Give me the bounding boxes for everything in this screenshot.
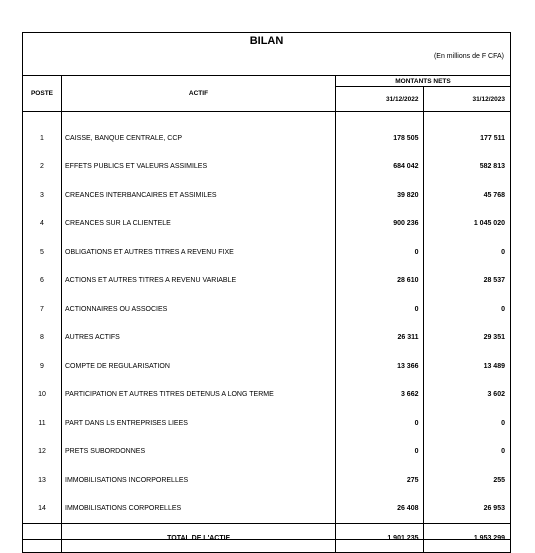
- row-value-2022: 0: [336, 409, 424, 438]
- row-actif: ACTIONNAIRES OU ASSOCIES: [62, 295, 336, 324]
- row-value-2022: 0: [336, 238, 424, 267]
- table-row: [23, 210, 511, 239]
- table-row: [23, 495, 511, 524]
- row-actif: OBLIGATIONS ET AUTRES TITRES A REVENU FIXE: [62, 238, 336, 267]
- row-value-2022: 39 820: [336, 181, 424, 210]
- row-value-2023: 13 489: [423, 352, 511, 381]
- row-actif: IMMOBILISATIONS CORPORELLES: [62, 495, 336, 524]
- table-row: [23, 181, 511, 210]
- row-value-2023: 29 351: [423, 324, 511, 353]
- row-value-2023: 0: [423, 295, 511, 324]
- row-value-2022: 26 311: [336, 324, 424, 353]
- total-label: TOTAL DE L'ACTIF: [62, 524, 336, 553]
- row-poste: 10: [23, 381, 62, 410]
- header-poste: POSTE: [23, 76, 62, 112]
- unit-note: (En millions de F CFA): [433, 53, 504, 60]
- table-row: [23, 409, 511, 438]
- row-value-2023: 177 511: [423, 112, 511, 153]
- row-value-2023: 26 953: [423, 495, 511, 524]
- header-date-2022: 31/12/2022: [336, 87, 424, 112]
- table-row: [23, 438, 511, 467]
- document-title: BILAN: [249, 35, 284, 47]
- row-value-2023: 255: [423, 466, 511, 495]
- row-actif: ACTIONS ET AUTRES TITRES A REVENU VARIABLE: [62, 267, 336, 296]
- row-actif: PART DANS LS ENTREPRISES LIEES: [62, 409, 336, 438]
- table-row: [23, 267, 511, 296]
- row-value-2022: 28 610: [336, 267, 424, 296]
- row-value-2022: 900 236: [336, 210, 424, 239]
- header-date-2023: 31/12/2023: [423, 87, 511, 112]
- table-row: [23, 295, 511, 324]
- table-row: [23, 238, 511, 267]
- header-montants: MONTANTS NETS: [336, 76, 511, 87]
- row-value-2023: 3 602: [423, 381, 511, 410]
- row-poste: 4: [23, 210, 62, 239]
- balance-sheet: [22, 32, 511, 540]
- row-value-2022: 178 505: [336, 112, 424, 153]
- row-poste: 6: [23, 267, 62, 296]
- total-value-2022: 1 901 235: [336, 524, 424, 553]
- row-value-2023: 0: [423, 438, 511, 467]
- table-row: [23, 466, 511, 495]
- row-actif: CAISSE, BANQUE CENTRALE, CCP: [62, 112, 336, 153]
- row-actif: CREANCES INTERBANCAIRES ET ASSIMILES: [62, 181, 336, 210]
- row-actif: IMMOBILISATIONS INCORPORELLES: [62, 466, 336, 495]
- row-poste: 1: [23, 112, 62, 153]
- total-poste-cell: [23, 524, 62, 553]
- table-row: [23, 381, 511, 410]
- total-row: [23, 524, 511, 553]
- row-actif: AUTRES ACTIFS: [62, 324, 336, 353]
- row-value-2022: 0: [336, 438, 424, 467]
- table-header: [23, 76, 511, 112]
- row-poste: 14: [23, 495, 62, 524]
- row-poste: 12: [23, 438, 62, 467]
- row-actif: CREANCES SUR LA CLIENTELE: [62, 210, 336, 239]
- row-value-2022: 26 408: [336, 495, 424, 524]
- table-total: [23, 524, 511, 553]
- row-value-2023: 45 768: [423, 181, 511, 210]
- row-value-2023: 1 045 020: [423, 210, 511, 239]
- row-value-2023: 582 813: [423, 153, 511, 182]
- table-row: [23, 324, 511, 353]
- row-poste: 11: [23, 409, 62, 438]
- row-poste: 5: [23, 238, 62, 267]
- row-value-2022: 275: [336, 466, 424, 495]
- row-actif: EFFETS PUBLICS ET VALEURS ASSIMILES: [62, 153, 336, 182]
- row-poste: 7: [23, 295, 62, 324]
- header-actif: ACTIF: [62, 76, 336, 112]
- total-value-2023: 1 953 299: [423, 524, 511, 553]
- row-poste: 9: [23, 352, 62, 381]
- row-poste: 8: [23, 324, 62, 353]
- row-value-2022: 0: [336, 295, 424, 324]
- row-poste: 2: [23, 153, 62, 182]
- row-actif: PARTICIPATION ET AUTRES TITRES DETENUS A LONG TERME: [62, 381, 336, 410]
- table-row: [23, 352, 511, 381]
- table-body: [23, 112, 511, 524]
- row-value-2023: 28 537: [423, 267, 511, 296]
- row-value-2022: 684 042: [336, 153, 424, 182]
- balance-table: [22, 75, 511, 553]
- row-poste: 13: [23, 466, 62, 495]
- table-row: [23, 153, 511, 182]
- row-actif: PRETS SUBORDONNES: [62, 438, 336, 467]
- row-value-2023: 0: [423, 409, 511, 438]
- row-value-2022: 13 366: [336, 352, 424, 381]
- row-value-2022: 3 662: [336, 381, 424, 410]
- row-value-2023: 0: [423, 238, 511, 267]
- table-row: [23, 112, 511, 153]
- row-actif: COMPTE DE REGULARISATION: [62, 352, 336, 381]
- row-poste: 3: [23, 181, 62, 210]
